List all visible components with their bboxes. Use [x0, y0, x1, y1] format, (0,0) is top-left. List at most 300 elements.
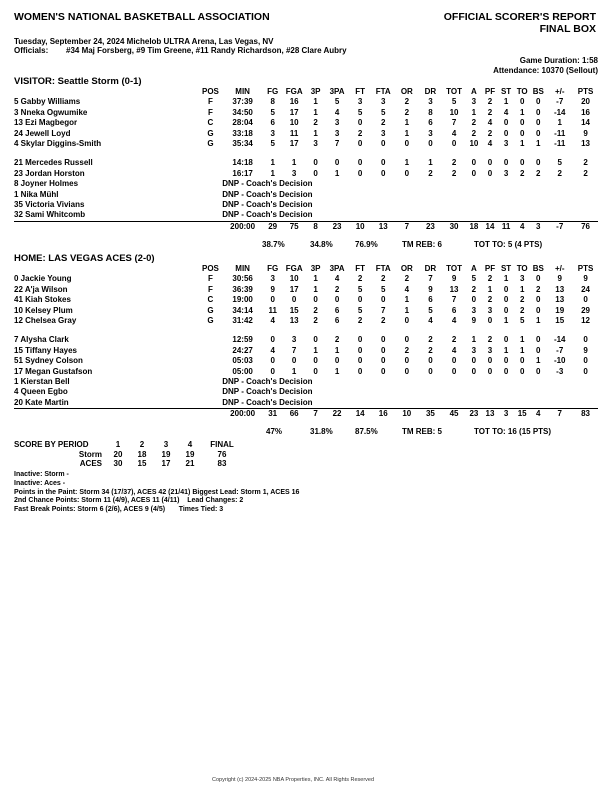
column-header: PF	[484, 264, 496, 273]
stat-cell: 1	[536, 316, 541, 326]
stat-cell: 0	[451, 366, 457, 376]
column-header: OR	[400, 87, 413, 96]
period-score: 17	[161, 459, 171, 469]
player-position: C	[207, 295, 214, 305]
stat-cell: 0	[380, 139, 386, 149]
officials: #34 Maj Forsberg, #9 Tim Greene, #11 Randy Richardson, #28 Clare Aubry	[66, 46, 347, 55]
attendance: Attendance: 10370 (Sellout)	[493, 66, 598, 75]
times-tied: Times Tied: 3	[178, 506, 224, 514]
stat-cell: 0	[487, 356, 493, 366]
home-team-rebounds: TM REB: 5	[402, 427, 442, 436]
stat-cell: -11	[554, 139, 566, 149]
stat-cell: 0	[519, 158, 525, 168]
stat-cell: 2	[404, 345, 410, 355]
period-score-row	[14, 459, 242, 469]
stat-cell: 0	[536, 335, 541, 345]
stat-cell: 0	[428, 139, 433, 149]
stat-cell: 1	[503, 316, 509, 326]
player-position: F	[208, 97, 213, 107]
stat-cell: 24	[581, 284, 591, 294]
player-name: 24 Jewell Loyd	[14, 128, 71, 138]
stat-cell: 0	[583, 295, 588, 305]
stat-cell: 2	[487, 295, 493, 305]
player-position	[199, 367, 223, 377]
stat-cell: 3	[380, 97, 386, 107]
stat-cell: 19:00	[232, 295, 253, 305]
stat-cell: 0	[503, 335, 509, 345]
stat-cell: 0	[270, 295, 275, 305]
stat-cell: 5	[380, 107, 386, 117]
stat-cell: 3	[503, 168, 509, 178]
stat-cell: 0	[357, 366, 363, 376]
dnp-note: DNP - Coach's Decision	[222, 397, 313, 407]
stat-cell: 0	[536, 274, 541, 284]
dnp-row	[14, 398, 598, 409]
stat-cell: 2	[557, 168, 562, 178]
dnp-row	[14, 190, 598, 200]
stat-cell: 4	[451, 128, 457, 138]
stat-cell: 2	[536, 284, 541, 294]
stat-cell: 36:39	[232, 284, 253, 294]
stat-cell: 15	[289, 305, 299, 315]
column-header: POS	[201, 264, 219, 273]
stat-cell: 19	[555, 305, 565, 315]
total-cell: 15	[514, 409, 530, 420]
stat-cell: 0	[487, 366, 493, 376]
total-cell: 7	[306, 409, 325, 420]
visitor-total-turnovers: TOT TO: 5 (4 PTS)	[474, 240, 543, 249]
stat-cell: 1	[519, 107, 525, 117]
stat-cell: 0	[471, 158, 477, 168]
total-cell: 14	[349, 409, 372, 420]
total-cell: 11	[498, 221, 514, 232]
stat-cell: 4	[487, 139, 493, 149]
stat-cell: 9	[583, 274, 588, 284]
period-header: 3	[163, 440, 169, 449]
stat-cell: 2	[536, 168, 541, 178]
column-header: FGA	[285, 87, 303, 96]
stat-cell: -14	[553, 335, 566, 345]
stat-cell: 3	[487, 345, 493, 355]
stat-cell: 1	[313, 274, 318, 284]
stat-cell: 3	[471, 97, 477, 107]
stat-cell: 0	[270, 366, 275, 376]
stat-cell: 9	[583, 345, 588, 355]
total-cell: 13	[371, 221, 395, 232]
player-name: 1 Kierstan Bell	[14, 377, 70, 387]
stat-cell: 13	[449, 284, 459, 294]
stat-cell: 6	[334, 316, 340, 326]
total-cell: 13	[482, 409, 498, 420]
stat-cell: 0	[313, 168, 318, 178]
total-cell: 75	[282, 221, 306, 232]
player-name: 15 Tiffany Hayes	[14, 345, 77, 355]
player-row	[14, 129, 598, 139]
total-cell: 31	[263, 409, 282, 420]
stat-cell: 13	[555, 284, 565, 294]
total-cell: 14	[482, 221, 498, 232]
inactive-aces: Inactive: Aces -	[14, 479, 66, 487]
stat-cell: 3	[428, 128, 433, 138]
stat-cell: 9	[557, 274, 562, 284]
column-header: MIN	[235, 264, 250, 273]
stat-cell: 2	[428, 345, 433, 355]
stat-cell: 2	[357, 316, 363, 326]
stat-cell: 33:18	[232, 128, 253, 138]
home-title: HOME: LAS VEGAS ACES (2-0)	[14, 253, 155, 264]
stat-cell: 35:34	[232, 139, 253, 149]
stat-cell: 0	[357, 139, 363, 149]
stat-cell: 1	[471, 107, 477, 117]
column-header: TOT	[446, 87, 462, 96]
stat-cell: 1	[313, 97, 318, 107]
stat-cell: 2	[313, 316, 318, 326]
column-header: A	[471, 87, 477, 96]
total-cell: 76	[573, 221, 598, 232]
stat-cell: 0	[404, 335, 410, 345]
stat-cell: 0	[313, 356, 318, 366]
stat-cell: 3	[334, 118, 340, 128]
stat-cell: 0	[404, 356, 410, 366]
stat-cell: 0	[503, 295, 509, 305]
player-name: 8 Joyner Holmes	[14, 179, 79, 189]
stat-cell: 0	[380, 356, 386, 366]
player-row	[14, 169, 598, 179]
stat-cell: 0	[536, 128, 541, 138]
stat-cell: 0	[519, 118, 525, 128]
stat-cell: 1	[503, 274, 509, 284]
final-score: 76	[217, 449, 227, 459]
dnp-note: DNP - Coach's Decision	[222, 377, 313, 387]
home-total-turnovers: TOT TO: 16 (15 PTS)	[474, 427, 552, 436]
stat-cell: 0	[536, 97, 541, 107]
lead-changes: Lead Changes: 2	[187, 497, 244, 505]
stat-cell: 9	[583, 128, 588, 138]
stat-cell: 17	[289, 107, 299, 117]
column-header: PTS	[577, 264, 594, 273]
stat-cell: 2	[519, 295, 525, 305]
column-header: DR	[424, 264, 437, 273]
player-row	[14, 97, 598, 107]
stat-cell: 0	[471, 356, 477, 366]
stat-cell: 3	[471, 345, 477, 355]
player-row	[14, 118, 598, 128]
player-position: G	[207, 139, 214, 149]
stat-cell: 2	[583, 158, 588, 168]
total-cell: 35	[419, 409, 443, 420]
player-row	[14, 285, 598, 295]
stat-cell: 1	[291, 158, 297, 168]
player-position	[199, 346, 223, 356]
player-row	[14, 346, 598, 356]
player-row	[14, 356, 598, 366]
stat-cell: 2	[404, 97, 410, 107]
stat-cell: 4	[404, 284, 410, 294]
stat-cell: 4	[334, 107, 340, 117]
column-header: TO	[516, 264, 528, 273]
dnp-note: DNP - Coach's Decision	[222, 387, 313, 397]
stat-cell: 3	[503, 139, 509, 149]
stat-cell: 05:03	[232, 356, 253, 366]
game-duration: Game Duration: 1:58	[519, 56, 598, 65]
visitor-fg-pct: 38.7%	[262, 240, 285, 249]
column-header: DR	[424, 87, 437, 96]
team-totals-row	[14, 409, 598, 420]
stat-cell: 7	[334, 139, 340, 149]
stat-cell: 2	[519, 305, 525, 315]
visitor-header-row	[14, 87, 598, 97]
stat-cell: 0	[536, 295, 541, 305]
total-cell: 3	[530, 221, 546, 232]
stat-cell: 8	[270, 97, 275, 107]
column-header: OR	[400, 264, 413, 273]
player-name: 5 Gabby Williams	[14, 97, 81, 107]
player-name: 22 A'ja Wilson	[14, 284, 68, 294]
stat-cell: 2	[357, 128, 363, 138]
stat-cell: 5	[557, 158, 562, 168]
player-row	[14, 295, 598, 305]
stat-cell: 5	[428, 305, 433, 315]
report-subtitle: FINAL BOX	[539, 23, 596, 35]
column-header: 3PA	[329, 87, 345, 96]
column-header: FT	[355, 264, 366, 273]
stat-cell: 7	[451, 295, 457, 305]
stat-cell: 6	[334, 305, 340, 315]
column-header: BS	[532, 264, 544, 273]
column-header: FG	[267, 87, 279, 96]
visitor-ft-pct: 76.9%	[355, 240, 378, 249]
stat-cell: 0	[503, 366, 509, 376]
player-name: 1 Nika Mühl	[14, 189, 59, 199]
stat-cell: 0	[291, 356, 297, 366]
inactive-storm: Inactive: Storm -	[14, 471, 69, 478]
stat-cell: 0	[357, 158, 363, 168]
stat-cell: -11	[554, 128, 566, 138]
stat-cell: 0	[380, 158, 386, 168]
stat-cell: 4	[428, 316, 433, 326]
stat-cell: 0	[357, 168, 363, 178]
stat-cell: 1	[313, 128, 318, 138]
total-cell: 4	[514, 221, 530, 232]
stat-cell: 05:00	[232, 366, 253, 376]
stat-cell: 0	[487, 168, 493, 178]
stat-cell: 0	[519, 97, 525, 107]
stat-cell: 0	[536, 118, 541, 128]
total-cell: 30	[442, 221, 466, 232]
total-cell: 45	[442, 409, 466, 420]
stat-cell: 1	[313, 284, 318, 294]
column-header: PF	[484, 87, 496, 96]
stat-cell: 9	[428, 284, 433, 294]
stat-cell: 2	[487, 97, 493, 107]
stat-cell: 4	[487, 118, 493, 128]
column-header: 3P	[310, 264, 321, 273]
home-box-table	[14, 264, 598, 420]
player-name: 0 Jackie Young	[14, 274, 72, 284]
dnp-row	[14, 179, 598, 189]
player-row	[14, 139, 598, 149]
stat-cell: 1	[428, 158, 433, 168]
player-row	[14, 108, 598, 118]
player-name: 23 Jordan Horston	[14, 168, 85, 178]
stat-cell: 0	[471, 168, 477, 178]
player-column-header	[14, 87, 199, 97]
dnp-row	[14, 377, 598, 387]
total-cell: 8	[306, 221, 325, 232]
stat-cell: 0	[334, 295, 340, 305]
total-cell: 23	[466, 409, 482, 420]
stat-cell: 10	[449, 107, 459, 117]
total-cell: 83	[573, 409, 598, 420]
player-row	[14, 274, 598, 284]
stat-cell: 0	[503, 158, 509, 168]
stat-cell: 0	[404, 366, 410, 376]
stat-cell: 2	[428, 335, 433, 345]
column-header: TOT	[446, 264, 462, 273]
final-score: 83	[217, 459, 227, 469]
stat-cell: 0	[404, 316, 410, 326]
stat-cell: 1	[404, 295, 410, 305]
stat-cell: 11	[289, 128, 299, 138]
column-header: MIN	[235, 87, 250, 96]
stat-cell: 0	[487, 158, 493, 168]
stat-cell: 4	[270, 316, 275, 326]
league-title: WOMEN'S NATIONAL BASKETBALL ASSOCIATION	[14, 11, 270, 23]
stat-cell: 4	[334, 274, 340, 284]
stat-cell: 2	[487, 128, 493, 138]
home-fg-pct: 47%	[266, 427, 283, 436]
stat-cell: 29	[581, 305, 591, 315]
report-title: OFFICIAL SCORER'S REPORT	[443, 11, 596, 23]
total-cell: 10	[395, 409, 419, 420]
stat-cell: 0	[519, 128, 525, 138]
total-cell: 4	[530, 409, 546, 420]
stat-cell: 10	[289, 118, 299, 128]
dnp-row	[14, 387, 598, 397]
stat-cell: 6	[270, 118, 275, 128]
stat-cell: -10	[553, 356, 566, 366]
column-header: 3P	[310, 87, 321, 96]
stat-cell: 3	[380, 128, 386, 138]
stat-cell: 0	[536, 305, 541, 315]
stat-cell: 3	[270, 128, 275, 138]
stat-cell: 0	[519, 366, 525, 376]
stat-cell: 7	[428, 274, 433, 284]
stat-cell: 1	[519, 139, 525, 149]
stat-cell: -7	[556, 97, 564, 107]
total-cell: -7	[546, 221, 573, 232]
stat-cell: 0	[519, 356, 525, 366]
player-position: G	[207, 305, 214, 315]
period-score: 18	[137, 449, 147, 459]
stat-cell: 9	[270, 284, 275, 294]
player-position	[199, 158, 223, 168]
player-position: G	[207, 128, 214, 138]
stat-cell: 1	[471, 335, 477, 345]
stat-cell: 13	[581, 139, 591, 149]
period-header: 1	[115, 440, 121, 449]
stat-cell: 1	[313, 345, 318, 355]
stat-cell: 17	[289, 139, 299, 149]
stat-cell: 7	[291, 345, 297, 355]
stat-cell: 12	[581, 316, 591, 326]
biggest-lead: Biggest Lead: Storm 1, ACES 16	[192, 488, 300, 496]
stat-cell: 1	[404, 128, 410, 138]
stat-cell: 2	[471, 128, 477, 138]
stat-cell: 1	[519, 335, 525, 345]
stat-cell: 3	[334, 128, 340, 138]
stat-cell: 2	[471, 118, 477, 128]
stat-cell: 4	[270, 345, 275, 355]
stat-cell: 5	[357, 305, 363, 315]
stat-cell: 15	[555, 316, 565, 326]
total-cell: 200:00	[222, 409, 263, 420]
team-totals-row	[14, 221, 598, 232]
stat-cell: 0	[380, 335, 386, 345]
stat-cell: 14	[581, 118, 591, 128]
stat-cell: 0	[313, 158, 318, 168]
stat-cell: 12:59	[232, 335, 253, 345]
stat-cell: 0	[270, 335, 275, 345]
player-position: C	[207, 118, 214, 128]
stat-cell: 0	[536, 366, 541, 376]
stat-cell: 16	[289, 97, 299, 107]
stat-cell: 0	[503, 356, 509, 366]
stat-cell: 6	[428, 118, 433, 128]
stat-cell: 3	[291, 335, 297, 345]
total-cell: 7	[395, 221, 419, 232]
stat-cell: 9	[471, 316, 477, 326]
dnp-note: DNP - Coach's Decision	[222, 200, 313, 210]
score-by-period-label: SCORE BY PERIOD	[14, 440, 89, 449]
stat-cell: 2	[334, 284, 340, 294]
stat-cell: 5	[357, 107, 363, 117]
stat-cell: 1	[404, 118, 410, 128]
stat-cell: 0	[428, 366, 433, 376]
stat-cell: 3	[357, 97, 363, 107]
player-name: 35 Victoria Vivians	[14, 200, 85, 210]
visitor-title: VISITOR: Seattle Storm (0-1)	[14, 76, 142, 87]
player-name: 32 Sami Whitcomb	[14, 210, 86, 220]
stat-cell: 3	[487, 305, 493, 315]
stat-cell: 0	[536, 158, 541, 168]
stat-cell: 0	[404, 168, 410, 178]
period-score: 15	[137, 459, 147, 469]
stat-cell: 0	[380, 295, 386, 305]
stat-cell: 0	[313, 366, 318, 376]
stat-cell: 2	[313, 305, 318, 315]
stat-cell: 0	[503, 118, 509, 128]
stat-cell: 20	[581, 97, 591, 107]
stat-cell: 17	[289, 284, 299, 294]
stat-cell: 0	[380, 345, 386, 355]
stat-cell: 2	[519, 168, 525, 178]
total-cell: 10	[349, 221, 372, 232]
spacer-row	[14, 149, 598, 158]
spacer-row	[14, 326, 598, 335]
stat-cell: 2	[404, 107, 410, 117]
column-header: FGA	[285, 264, 303, 273]
stat-cell: 16	[581, 107, 591, 117]
player-position	[199, 356, 223, 366]
period-score: 21	[185, 459, 195, 469]
column-header: TO	[516, 87, 528, 96]
stat-cell: 0	[380, 168, 386, 178]
player-name: 7 Alysha Clark	[14, 335, 69, 345]
dnp-row	[14, 200, 598, 210]
points-in-paint: Points in the Paint: Storm 34 (17/37), ACES 42 (21/41)	[14, 488, 191, 496]
stat-cell: 1	[291, 366, 297, 376]
